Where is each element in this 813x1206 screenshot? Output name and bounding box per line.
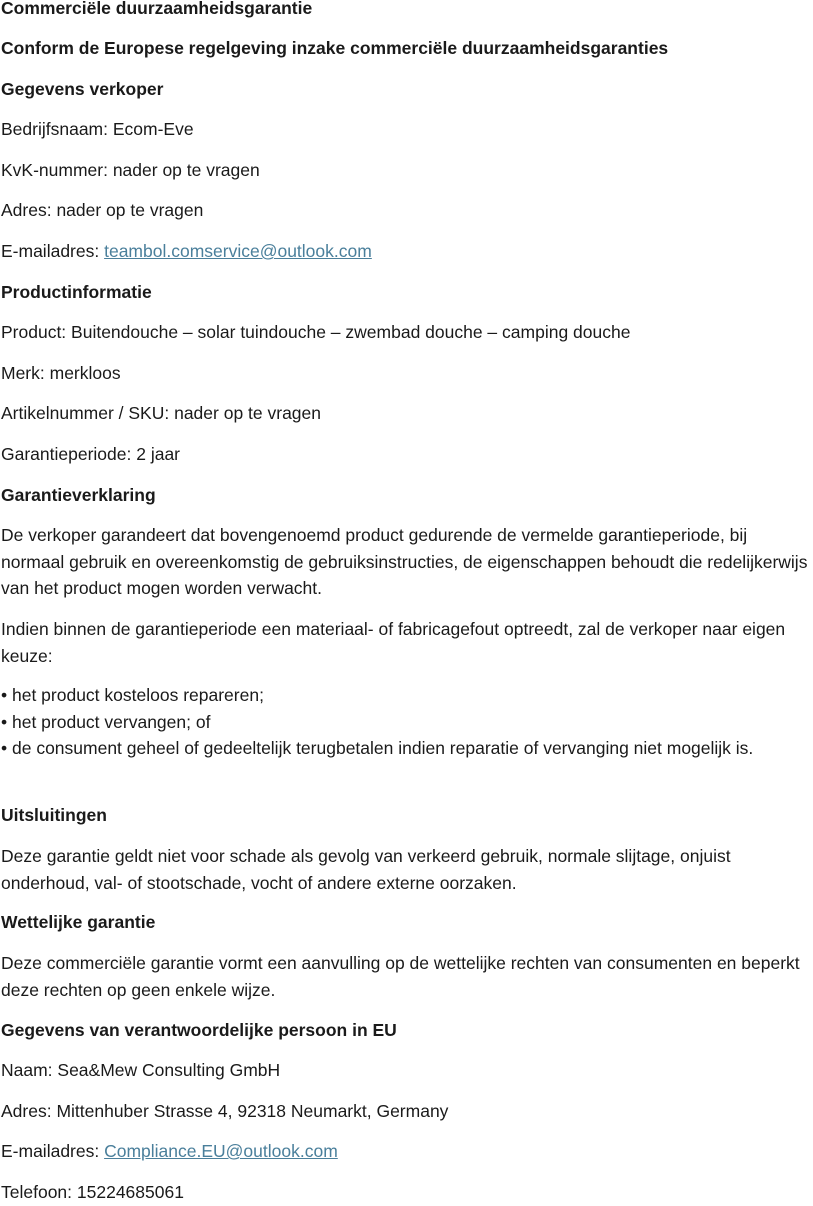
product-period: Garantieperiode: 2 jaar (1, 444, 180, 464)
list-item: • het product kosteloos repareren; (1, 685, 264, 705)
document-subtitle: Conform de Europese regelgeving inzake commerciële duurzaamheidsgaranties (1, 38, 669, 58)
eu-rep-email-label: E-mailadres: (1, 1141, 105, 1161)
seller-address: Adres: nader op te vragen (1, 200, 204, 220)
eu-rep-email-row (1, 1138, 338, 1165)
exclusions-heading: Uitsluitingen (1, 805, 107, 825)
seller-email-row (1, 238, 372, 265)
eu-rep-email-link[interactable]: Compliance.EU@outlook.com (104, 1141, 338, 1161)
seller-kvk: KvK-nummer: nader op te vragen (1, 160, 260, 180)
remedy-list (1, 682, 809, 762)
legal-heading: Wettelijke garantie (1, 912, 156, 932)
warranty-heading: Garantieverklaring (1, 485, 156, 505)
list-item: • de consument geheel of gedeeltelijk terugbetalen indien reparatie of vervanging niet mogelijk is. (1, 738, 754, 758)
document-title: Commerciële duurzaamheidsgarantie (1, 0, 313, 18)
seller-heading: Gegevens verkoper (1, 79, 164, 99)
product-heading: Productinformatie (1, 282, 152, 302)
seller-company: Bedrijfsnaam: Ecom-Eve (1, 119, 194, 139)
warranty-paragraph-1: De verkoper garandeert dat bovengenoemd product gedurende de vermelde garantieperiode, bij normaal gebruik en overeenkomstig de gebruiksinstructies, de eigenschappen behoudt die redelijkerwijs van het product mogen worden verwacht. (1, 525, 808, 598)
eu-rep-heading: Gegevens van verantwoordelijke persoon in EU (1, 1020, 397, 1040)
product-name: Product: Buitendouche – solar tuindouche – zwembad douche – camping douche (1, 322, 631, 342)
eu-rep-phone: Telefoon: 15224685061 (1, 1182, 184, 1202)
eu-rep-name: Naam: Sea&Mew Consulting GmbH (1, 1060, 281, 1080)
seller-email-link[interactable]: teambol.comservice@outlook.com (104, 241, 372, 261)
list-item: • het product vervangen; of (1, 711, 211, 732)
warranty-paragraph-2: Indien binnen de garantieperiode een materiaal- of fabricagefout optreedt, zal de verkoper naar eigen keuze: (1, 619, 786, 666)
seller-email-label: E-mailadres: (1, 241, 105, 261)
exclusions-text: Deze garantie geldt niet voor schade als gevolg van verkeerd gebruik, normale slijtage, onjuist onderhoud, val- of stootschade, vocht of andere externe oorzaken. (1, 846, 731, 893)
product-brand: Merk: merkloos (1, 363, 121, 383)
eu-rep-address: Adres: Mittenhuber Strasse 4, 92318 Neumarkt, Germany (1, 1101, 449, 1121)
legal-text: Deze commerciële garantie vormt een aanvulling op de wettelijke rechten van consumenten en beperkt deze rechten op geen enkele wijze. (1, 953, 800, 1000)
product-sku: Artikelnummer / SKU: nader op te vragen (1, 403, 322, 423)
